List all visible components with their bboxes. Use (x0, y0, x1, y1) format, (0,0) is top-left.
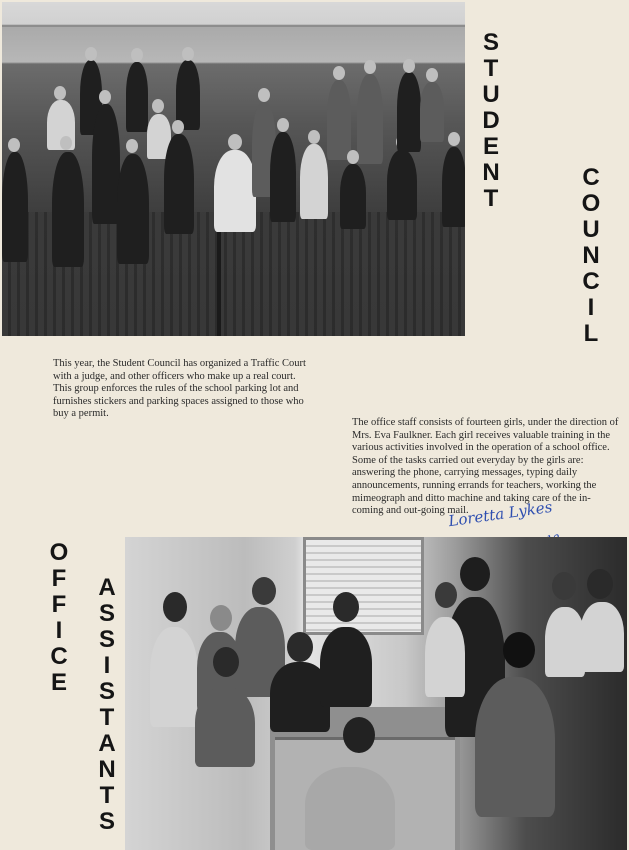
title-letter: S (482, 29, 499, 56)
title-letter: F (51, 565, 67, 592)
student-figure (397, 72, 421, 152)
assistant-figure (580, 602, 624, 672)
teacher-figure (214, 150, 256, 232)
student-figure (92, 104, 120, 224)
student-head (258, 88, 270, 102)
assistant-figure (425, 617, 465, 697)
office-assistants-title-word-1 (44, 540, 74, 696)
title-letter: O (49, 539, 69, 566)
office-assistants-caption: The office staff consists of fourteen girls, under the direction of Mrs. Eva Faulkner. Each girl receives valuable training in the various activities involved in the operation of a school office. Some of the tasks carried out everyday by the girls are: answering the phone, carrying messages, typing daily announcements, running errands for teachers, working the mimeograph and ditto machine and taking care of the in-coming and out-going mail. (352, 417, 619, 517)
title-letter: L (583, 320, 599, 347)
title-letter: C (582, 164, 600, 191)
assistant-figure (195, 687, 255, 767)
assistant-head (333, 592, 359, 622)
student-council-photo (2, 2, 465, 336)
student-head (60, 136, 72, 150)
assistant-figure (305, 767, 395, 850)
title-letter: U (582, 216, 600, 243)
assistant-head (213, 647, 239, 677)
student-figure (126, 62, 148, 132)
title-letter: O (581, 190, 601, 217)
student-figure (164, 134, 194, 234)
assistant-figure (475, 677, 555, 817)
student-head (8, 138, 20, 152)
student-head (126, 139, 138, 153)
window-blinds (303, 537, 424, 635)
assistant-figure (545, 607, 585, 677)
title-letter: N (482, 159, 500, 186)
student-head (182, 47, 194, 61)
assistant-figure (320, 627, 372, 707)
wall-molding (2, 25, 465, 27)
student-head (333, 66, 345, 80)
title-letter: T (99, 704, 115, 731)
title-letter: A (98, 730, 116, 757)
assistant-figure (150, 627, 198, 727)
office-assistants-photo (125, 537, 627, 850)
assistant-head (252, 577, 276, 605)
assistant-head (587, 569, 613, 599)
student-figure (357, 74, 383, 164)
assistant-head (343, 717, 375, 753)
title-letter: N (582, 242, 600, 269)
title-letter: E (482, 133, 499, 160)
student-head (364, 60, 376, 74)
title-letter: C (582, 268, 600, 295)
student-council-caption: This year, the Student Council has organized a Traffic Court with a judge, and other officers who make up a real court. This group enforces the rules of the school parking lot and furnishes stickers and parking spaces assigned to those who buy a permit. (53, 358, 306, 420)
student-figure (327, 80, 351, 160)
student-figure (270, 132, 296, 222)
student-head (131, 48, 143, 62)
student-council-title-word-1 (476, 30, 506, 212)
title-letter: I (55, 617, 63, 644)
student-figure (442, 147, 465, 227)
title-letter: T (99, 782, 115, 809)
student-head (403, 59, 415, 73)
title-letter: A (98, 574, 116, 601)
assistant-head (503, 632, 535, 668)
title-letter: S (98, 808, 115, 835)
title-letter: S (98, 678, 115, 705)
title-letter: S (98, 600, 115, 627)
student-head (54, 86, 66, 100)
title-letter: N (98, 756, 116, 783)
assistant-head (435, 582, 457, 608)
title-letter: I (103, 652, 111, 679)
assistant-head (460, 557, 490, 591)
student-head (99, 90, 111, 104)
student-figure (52, 152, 84, 267)
student-head (85, 47, 97, 61)
title-letter: T (483, 55, 499, 82)
student-figure (420, 82, 444, 142)
title-letter: F (51, 591, 67, 618)
student-head (172, 120, 184, 134)
teacher-head (228, 134, 242, 150)
student-figure (2, 152, 28, 262)
assistant-head (287, 632, 313, 662)
student-head (426, 68, 438, 82)
assistant-head (210, 605, 232, 631)
student-head (277, 118, 289, 132)
student-head (347, 150, 359, 164)
office-assistants-title-word-2 (92, 575, 122, 835)
title-letter: I (587, 294, 595, 321)
student-figure (300, 144, 328, 219)
student-council-title-word-2 (576, 165, 606, 347)
student-figure (117, 154, 149, 264)
assistant-head (163, 592, 187, 622)
student-figure (387, 150, 417, 220)
title-letter: S (98, 626, 115, 653)
title-letter: T (483, 185, 499, 212)
assistant-head (552, 572, 576, 600)
student-head (448, 132, 460, 146)
student-head (308, 130, 320, 144)
title-letter: U (482, 81, 500, 108)
title-letter: D (482, 107, 500, 134)
student-figure (340, 164, 366, 229)
student-head (152, 99, 164, 113)
title-letter: E (50, 669, 67, 696)
title-letter: C (50, 643, 68, 670)
handwritten-signature: Loretta Lykes (447, 497, 554, 531)
